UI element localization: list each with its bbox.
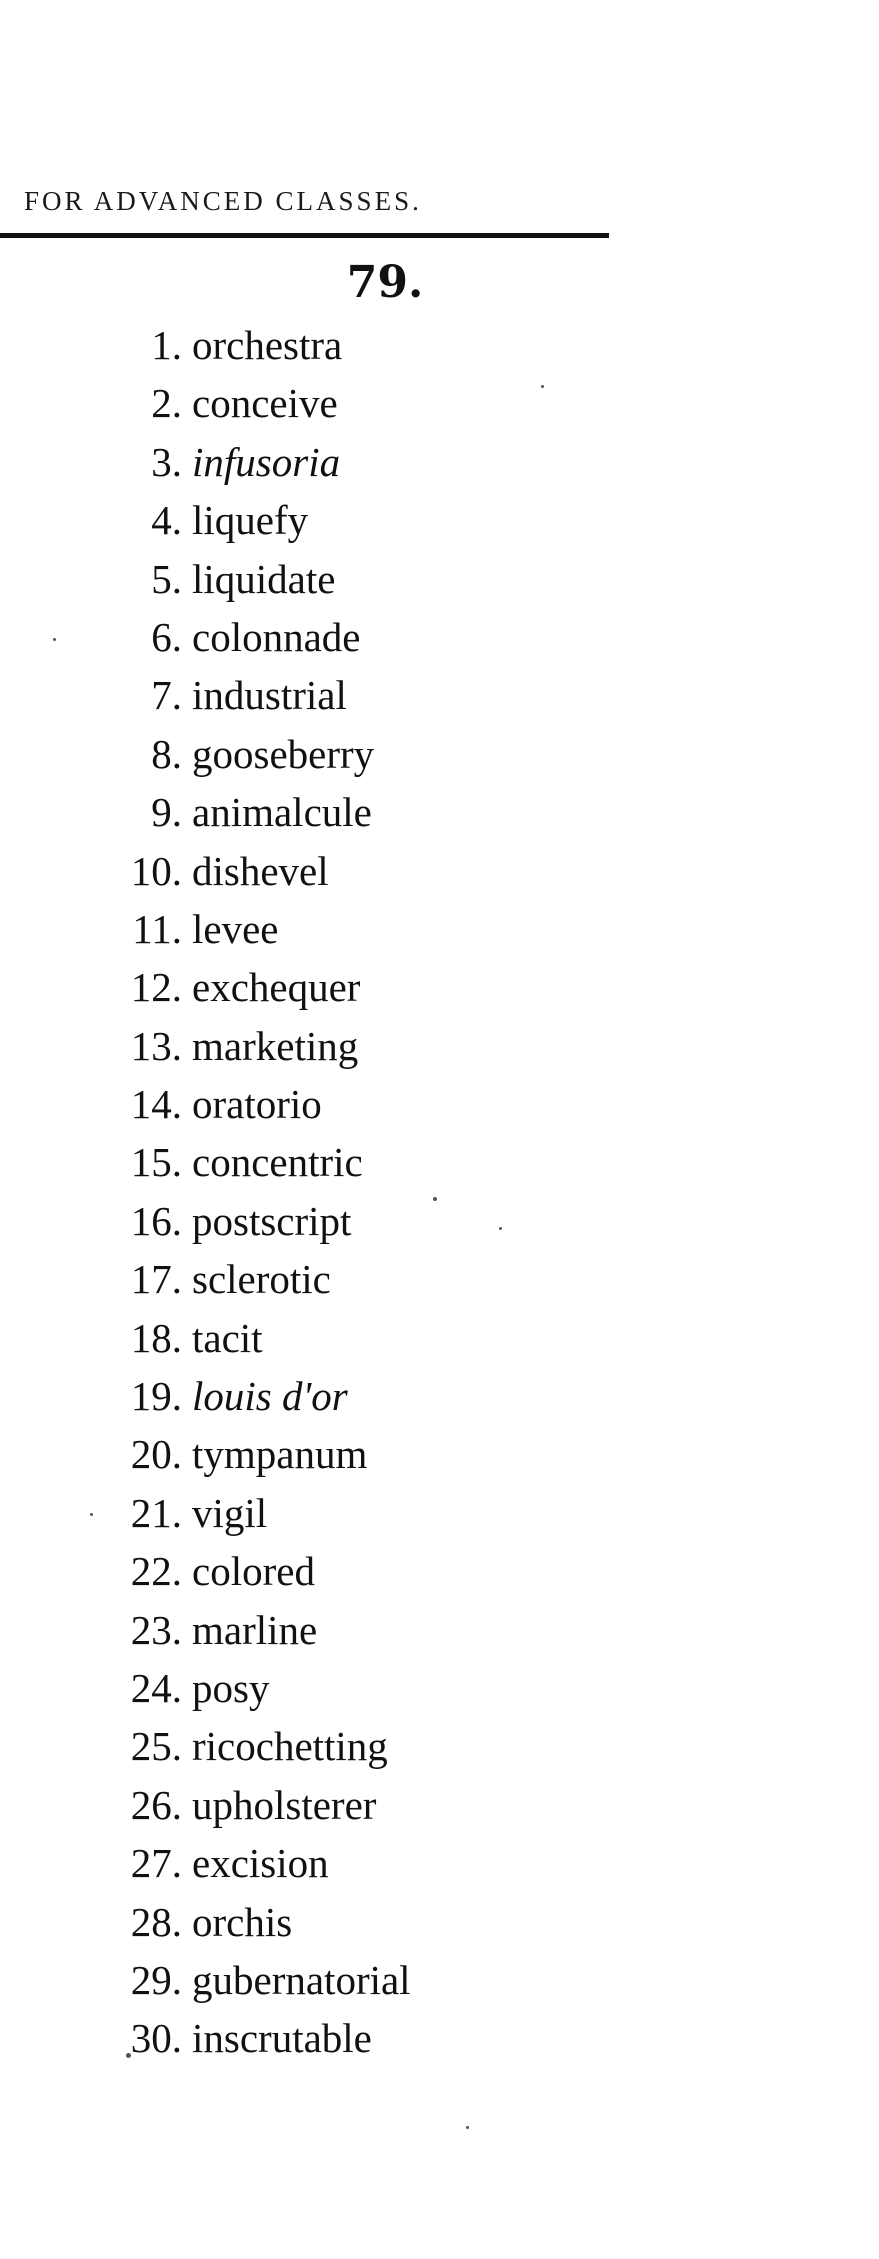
word-number: 29. [130, 1956, 182, 2003]
word-text: louis d'or [192, 1373, 348, 1420]
lesson-number: 79. [346, 257, 424, 308]
print-speck [499, 1227, 502, 1230]
word-text: marketing [192, 1022, 359, 1069]
word-text: vigil [192, 1489, 268, 1536]
word-number: 26. [130, 1781, 182, 1828]
word-list-item [0, 611, 879, 669]
word-text: orchis [192, 1898, 293, 1945]
print-speck [126, 2053, 131, 2058]
word-list-item [0, 1604, 879, 1662]
word-list-item [0, 1136, 879, 1194]
word-list-item [0, 1896, 879, 1954]
word-text: liquidate [192, 555, 336, 602]
word-text: inscrutable [192, 2015, 372, 2062]
word-text: marline [192, 1606, 318, 1653]
word-number: 4. [151, 497, 182, 544]
word-number: 10. [130, 847, 182, 894]
word-number: 3. [151, 438, 182, 485]
word-number: 21. [130, 1489, 182, 1536]
word-list-item [0, 1779, 879, 1837]
word-number: 28. [130, 1898, 182, 1945]
print-speck [53, 638, 56, 641]
word-number: 20. [130, 1431, 182, 1478]
word-text: upholsterer [192, 1781, 377, 1828]
word-text: ricochetting [192, 1723, 388, 1770]
word-list-item [0, 1954, 879, 2012]
word-list-item [0, 1428, 879, 1486]
word-list-item [0, 903, 879, 961]
word-number: 27. [130, 1840, 182, 1887]
word-number: 15. [130, 1139, 182, 1186]
word-text: tacit [192, 1314, 263, 1361]
word-number: 1. [151, 322, 182, 368]
word-text: gooseberry [192, 730, 375, 777]
word-text: excision [192, 1840, 329, 1887]
running-head: FOR ADVANCED CLASSES. [24, 186, 422, 216]
word-list-item [0, 1370, 879, 1428]
word-text: infusoria [192, 438, 341, 485]
word-number: 2. [151, 380, 182, 427]
word-list-item [0, 1312, 879, 1370]
word-text: colored [192, 1548, 315, 1595]
spelling-word-list [0, 319, 879, 2071]
word-list-item [0, 377, 879, 435]
print-speck [433, 1197, 437, 1201]
word-number: 22. [130, 1548, 182, 1595]
word-list-item [0, 1078, 879, 1136]
word-list-item [0, 728, 879, 786]
word-number: 25. [130, 1723, 182, 1770]
word-number: 13. [130, 1022, 182, 1069]
word-list-item [0, 669, 879, 727]
print-speck [90, 1513, 93, 1516]
word-text: postscript [192, 1197, 352, 1244]
word-text: industrial [192, 672, 347, 719]
word-number: 24. [130, 1664, 182, 1711]
word-list-item [0, 553, 879, 611]
word-list-item [0, 436, 879, 494]
word-number: 14. [130, 1081, 182, 1128]
word-number: 6. [151, 613, 182, 660]
word-number: 18. [130, 1314, 182, 1361]
word-list-item [0, 2012, 879, 2070]
word-list-item [0, 1837, 879, 1895]
word-number: 8. [151, 730, 182, 777]
word-text: levee [192, 905, 279, 952]
word-text: conceive [192, 380, 338, 427]
word-text: animalcule [192, 789, 372, 836]
word-text: concentric [192, 1139, 363, 1186]
word-list-item [0, 1662, 879, 1720]
word-list-item [0, 494, 879, 552]
print-speck [466, 2126, 469, 2129]
word-list-item [0, 1545, 879, 1603]
print-speck [541, 385, 544, 388]
word-list-item [0, 845, 879, 903]
word-text: sclerotic [192, 1256, 331, 1303]
word-list-item [0, 319, 879, 377]
word-number: 30. [130, 2015, 182, 2062]
word-text: colonnade [192, 613, 361, 660]
word-text: tympanum [192, 1431, 368, 1478]
word-list-item [0, 1253, 879, 1311]
header-rule [0, 233, 609, 238]
word-text: liquefy [192, 497, 309, 544]
word-number: 23. [130, 1606, 182, 1653]
word-number: 17. [130, 1256, 182, 1303]
word-text: gubernatorial [192, 1956, 411, 2003]
word-text: posy [192, 1664, 270, 1711]
word-number: 9. [151, 789, 182, 836]
word-list-item [0, 786, 879, 844]
word-text: dishevel [192, 847, 329, 894]
word-list-item [0, 1020, 879, 1078]
word-number: 19. [130, 1373, 182, 1420]
word-number: 7. [151, 672, 182, 719]
word-list-item [0, 1720, 879, 1778]
word-list-item [0, 1487, 879, 1545]
word-text: oratorio [192, 1081, 322, 1128]
word-number: 11. [132, 905, 182, 952]
word-number: 16. [130, 1197, 182, 1244]
word-text: exchequer [192, 964, 361, 1011]
word-number: 5. [151, 555, 182, 602]
word-list-item [0, 1195, 879, 1253]
word-list-item [0, 961, 879, 1019]
word-number: 12. [130, 964, 182, 1011]
word-text: orchestra [192, 322, 343, 368]
